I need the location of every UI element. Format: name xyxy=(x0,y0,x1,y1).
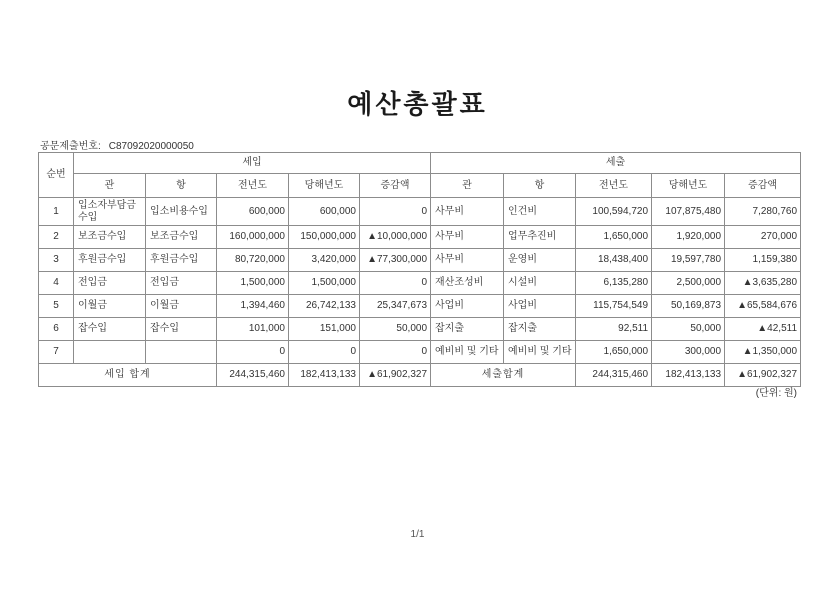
table-row xyxy=(39,295,801,318)
cell-expense-change: ▲1,350,000 xyxy=(725,341,801,364)
cell-revenue-division: 후원금수입 xyxy=(74,249,146,272)
cell-revenue-change: 25,347,673 xyxy=(360,295,431,318)
table-row xyxy=(39,249,801,272)
cell-revenue-change: 0 xyxy=(360,341,431,364)
cell-expense-change: 7,280,760 xyxy=(725,198,801,226)
cell-expense-division: 잡지출 xyxy=(431,318,504,341)
cell-revenue-item: 후원금수입 xyxy=(146,249,217,272)
cell-expense-change: ▲42,511 xyxy=(725,318,801,341)
header-expense-curr-year: 당해년도 xyxy=(652,174,725,198)
cell-expense-curr-year: 2,500,000 xyxy=(652,272,725,295)
revenue-total-prev-year: 244,315,460 xyxy=(217,364,289,387)
cell-expense-curr-year: 107,875,480 xyxy=(652,198,725,226)
cell-revenue-prev-year: 600,000 xyxy=(217,198,289,226)
cell-revenue-item: 이월금 xyxy=(146,295,217,318)
cell-revenue-prev-year: 1,394,460 xyxy=(217,295,289,318)
expense-total-change: ▲61,902,327 xyxy=(725,364,801,387)
expense-total-label: 세출합계 xyxy=(431,364,576,387)
cell-expense-change: ▲65,584,676 xyxy=(725,295,801,318)
cell-row-number: 6 xyxy=(39,318,74,341)
cell-revenue-curr-year: 3,420,000 xyxy=(289,249,360,272)
cell-row-number: 2 xyxy=(39,226,74,249)
cell-expense-division: 사업비 xyxy=(431,295,504,318)
revenue-total-change: ▲61,902,327 xyxy=(360,364,431,387)
cell-expense-curr-year: 300,000 xyxy=(652,341,725,364)
cell-revenue-item: 전입금 xyxy=(146,272,217,295)
cell-revenue-item xyxy=(146,341,217,364)
page-indicator: 1/1 xyxy=(410,529,425,540)
page-title: 예산총괄표 xyxy=(347,89,488,119)
cell-row-number: 1 xyxy=(39,198,74,226)
cell-expense-item: 업무추진비 xyxy=(504,226,576,249)
cell-revenue-division: 잡수입 xyxy=(74,318,146,341)
cell-revenue-division: 전입금 xyxy=(74,272,146,295)
table-row xyxy=(39,318,801,341)
cell-expense-division: 사무비 xyxy=(431,226,504,249)
doc-number-label: 공문제출번호: xyxy=(40,141,101,152)
cell-revenue-change: ▲77,300,000 xyxy=(360,249,431,272)
header-revenue-division: 관 xyxy=(74,174,146,198)
doc-number-value: C87092020000050 xyxy=(108,141,194,152)
totals-row xyxy=(39,364,801,387)
cell-revenue-curr-year: 1,500,000 xyxy=(289,272,360,295)
cell-expense-division: 재산조성비 xyxy=(431,272,504,295)
header-revenue-section: 세입 xyxy=(74,153,431,174)
header-revenue-item: 항 xyxy=(146,174,217,198)
table-row xyxy=(39,341,801,364)
cell-revenue-curr-year: 150,000,000 xyxy=(289,226,360,249)
cell-expense-division: 예비비 및 기타 xyxy=(431,341,504,364)
cell-revenue-curr-year: 26,742,133 xyxy=(289,295,360,318)
cell-revenue-item: 입소비용수입 xyxy=(146,198,217,226)
header-expense-item: 항 xyxy=(504,174,576,198)
cell-revenue-change: 50,000 xyxy=(360,318,431,341)
cell-revenue-item: 보조금수입 xyxy=(146,226,217,249)
table-header-group-row xyxy=(39,153,801,174)
cell-revenue-prev-year: 80,720,000 xyxy=(217,249,289,272)
cell-revenue-curr-year: 0 xyxy=(289,341,360,364)
cell-expense-item: 시설비 xyxy=(504,272,576,295)
header-revenue-prev-year: 전년도 xyxy=(217,174,289,198)
revenue-total-label: 세입 합계 xyxy=(39,364,217,387)
cell-expense-curr-year: 50,169,873 xyxy=(652,295,725,318)
table-row xyxy=(39,198,801,226)
cell-expense-division: 사무비 xyxy=(431,249,504,272)
header-revenue-change: 증감액 xyxy=(360,174,431,198)
cell-expense-item: 운영비 xyxy=(504,249,576,272)
table-header-column-row xyxy=(39,174,801,198)
cell-expense-prev-year: 100,594,720 xyxy=(576,198,652,226)
cell-revenue-prev-year: 0 xyxy=(217,341,289,364)
cell-revenue-item: 잡수입 xyxy=(146,318,217,341)
header-revenue-curr-year: 당해년도 xyxy=(289,174,360,198)
cell-row-number: 3 xyxy=(39,249,74,272)
cell-expense-prev-year: 1,650,000 xyxy=(576,341,652,364)
revenue-total-curr-year: 182,413,133 xyxy=(289,364,360,387)
header-expense-change: 증감액 xyxy=(725,174,801,198)
cell-revenue-curr-year: 151,000 xyxy=(289,318,360,341)
cell-expense-prev-year: 92,511 xyxy=(576,318,652,341)
cell-revenue-curr-year: 600,000 xyxy=(289,198,360,226)
cell-row-number: 7 xyxy=(39,341,74,364)
cell-expense-prev-year: 6,135,280 xyxy=(576,272,652,295)
cell-expense-curr-year: 19,597,780 xyxy=(652,249,725,272)
cell-expense-item: 예비비 및 기타 xyxy=(504,341,576,364)
unit-note: (단위: 원) xyxy=(755,388,797,399)
cell-expense-prev-year: 18,438,400 xyxy=(576,249,652,272)
cell-expense-curr-year: 50,000 xyxy=(652,318,725,341)
cell-expense-item: 잡지출 xyxy=(504,318,576,341)
budget-summary-table xyxy=(38,152,801,387)
cell-expense-division: 사무비 xyxy=(431,198,504,226)
cell-expense-item: 인건비 xyxy=(504,198,576,226)
expense-total-prev-year: 244,315,460 xyxy=(576,364,652,387)
cell-revenue-change: ▲10,000,000 xyxy=(360,226,431,249)
cell-expense-prev-year: 115,754,549 xyxy=(576,295,652,318)
cell-revenue-change: 0 xyxy=(360,272,431,295)
cell-expense-change: 1,159,380 xyxy=(725,249,801,272)
cell-revenue-prev-year: 1,500,000 xyxy=(217,272,289,295)
cell-expense-item: 사업비 xyxy=(504,295,576,318)
expense-total-curr-year: 182,413,133 xyxy=(652,364,725,387)
cell-row-number: 4 xyxy=(39,272,74,295)
table-row xyxy=(39,226,801,249)
cell-revenue-division: 보조금수입 xyxy=(74,226,146,249)
cell-expense-change: ▲3,635,280 xyxy=(725,272,801,295)
cell-revenue-change: 0 xyxy=(360,198,431,226)
header-expense-division: 관 xyxy=(431,174,504,198)
header-row-number: 순번 xyxy=(39,153,74,198)
cell-expense-curr-year: 1,920,000 xyxy=(652,226,725,249)
cell-revenue-division xyxy=(74,341,146,364)
header-expense-prev-year: 전년도 xyxy=(576,174,652,198)
doc-number-line xyxy=(40,137,194,152)
cell-revenue-prev-year: 160,000,000 xyxy=(217,226,289,249)
cell-revenue-prev-year: 101,000 xyxy=(217,318,289,341)
cell-expense-prev-year: 1,650,000 xyxy=(576,226,652,249)
cell-revenue-division: 입소자부담금수입 xyxy=(74,198,146,226)
table-row xyxy=(39,272,801,295)
cell-revenue-division: 이월금 xyxy=(74,295,146,318)
cell-row-number: 5 xyxy=(39,295,74,318)
header-expense-section: 세출 xyxy=(431,153,801,174)
cell-expense-change: 270,000 xyxy=(725,226,801,249)
